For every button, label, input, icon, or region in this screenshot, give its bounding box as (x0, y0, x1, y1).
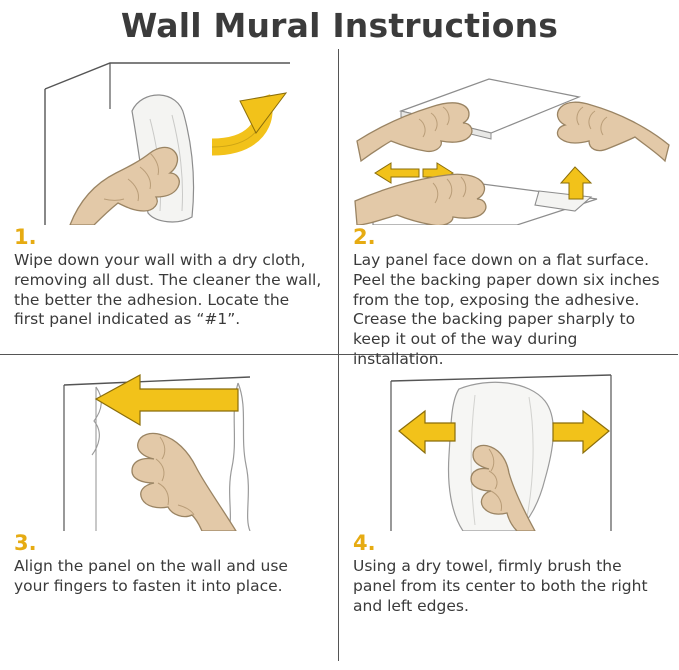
step-panel-1 (0, 49, 339, 355)
step-number-2: 2. (353, 225, 376, 249)
step-text-1: Wipe down your wall with a dry cloth, removing all dust. The cleaner the wall, the better the adhesion. Locate the first panel indicated as “#1”. (14, 251, 322, 329)
step-text-3: Align the panel on the wall and use your fingers to fasten it into place. (14, 557, 288, 595)
step-4-illustration (339, 355, 678, 531)
step-panel-4 (339, 355, 678, 661)
steps-grid (0, 49, 679, 661)
step-number-4: 4. (353, 531, 376, 555)
step-panel-2 (339, 49, 678, 369)
step-text-4: Using a dry towel, firmly brush the panel from its center to both the right and left edges. (353, 557, 648, 615)
step-number-1: 1. (14, 225, 37, 249)
step-2-illustration (339, 49, 678, 225)
step-text-2: Lay panel face down on a flat surface. Peel the backing paper down six inches from the top, exposing the adhesive. Crease the backing paper sharply to keep it out of the way during installation. (353, 251, 660, 369)
page-title: Wall Mural Instructions (120, 6, 559, 45)
step-1-illustration (0, 49, 338, 225)
step-panel-3 (0, 355, 339, 661)
step-3-illustration (0, 355, 338, 531)
step-number-3: 3. (14, 531, 37, 555)
